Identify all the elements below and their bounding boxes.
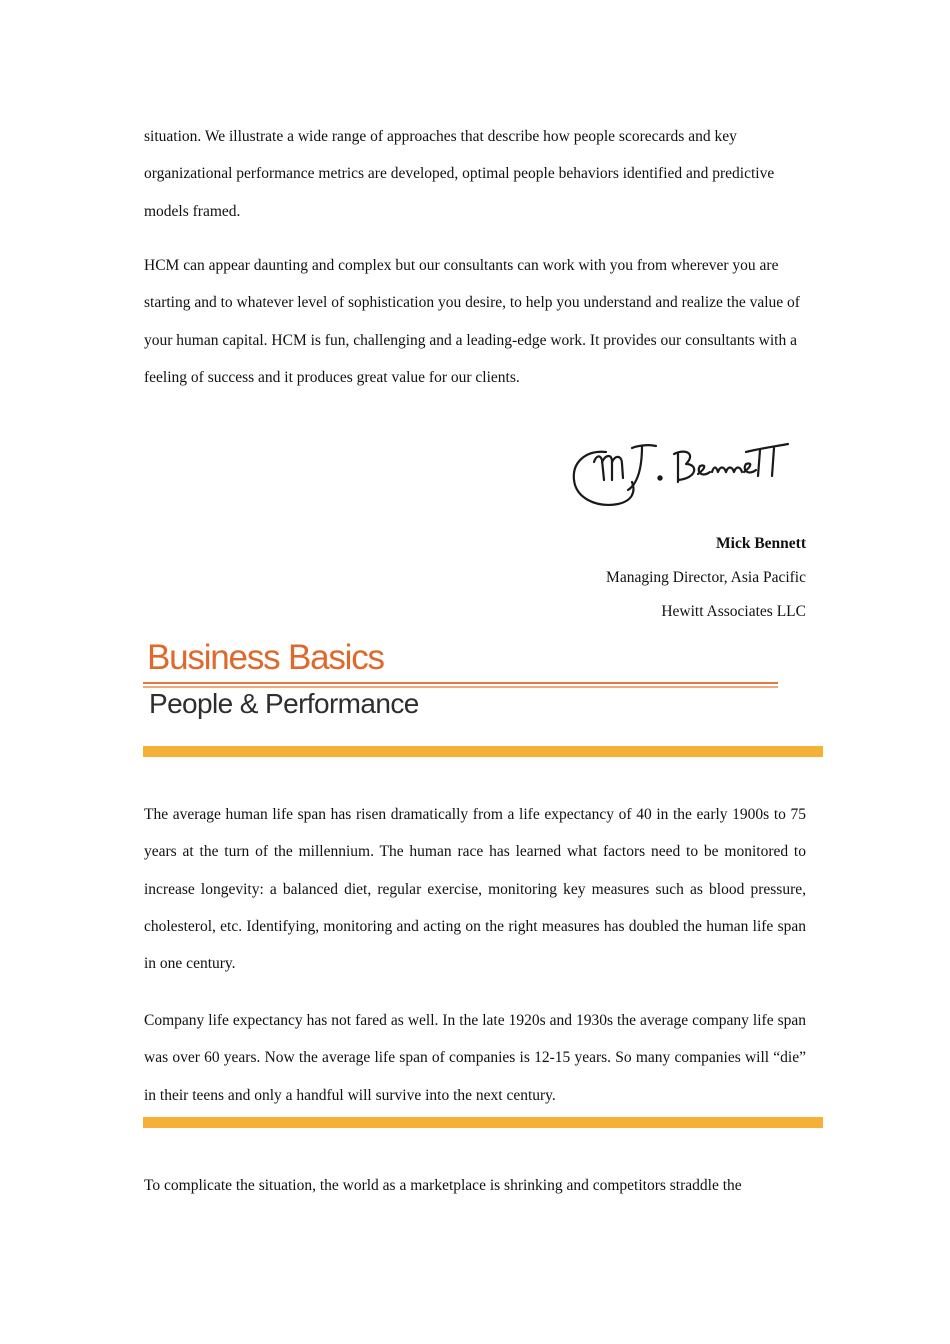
company-lifespan-paragraph: Company life expectancy has not fared as well. In the late 1920s and 1930s the average company life span was over 60 years. Now the average life span of companies is 12-15 years. So many companies will “die” in their teens and only a handful will survive into the next century.: [144, 1012, 806, 1104]
signatory-title: Managing Director, Asia Pacific: [606, 569, 806, 586]
complication-paragraph: To complicate the situation, the world as a marketplace is shrinking and competitors straddle the: [144, 1177, 742, 1194]
lifespan-paragraph: The average human life span has risen dramatically from a life expectancy of 40 in the early 1900s to 75 years at the turn of the millennium. The human race has learned what factors need to be monitored to increase longevity: a balanced diet, regular exercise, monitoring key measures such as blood pressure, cholesterol, etc. Identifying, monitoring and acting on the right measures has doubled the human life span in one century.: [144, 806, 806, 973]
banner-subtitle: People & Performance: [149, 688, 419, 719]
handwritten-signature: [566, 432, 794, 516]
intro-paragraph-end: situation. We illustrate a wide range of approaches that describe how people scorecards and key organizational performance metrics are developed, optimal people behaviors identified and predictive models framed.: [144, 128, 775, 220]
hcm-paragraph: HCM can appear daunting and complex but our consultants can work with you from wherever you are starting and to whatever level of sophistication you desire, to help you understand and realize the value of your human capital. HCM is fun, challenging and a leading-edge work. It provides our consultants with a feeling of success and it produces great value for our clients.: [144, 257, 800, 386]
section-banner: [143, 636, 783, 728]
signatory-name: Mick Bennett: [716, 535, 806, 552]
section-divider-bar-top: [143, 746, 823, 757]
section-divider-bar-bottom: [143, 1117, 823, 1128]
banner-rule: [143, 682, 778, 684]
signatory-company: Hewitt Associates LLC: [661, 603, 806, 620]
banner-title: Business Basics: [147, 638, 384, 677]
